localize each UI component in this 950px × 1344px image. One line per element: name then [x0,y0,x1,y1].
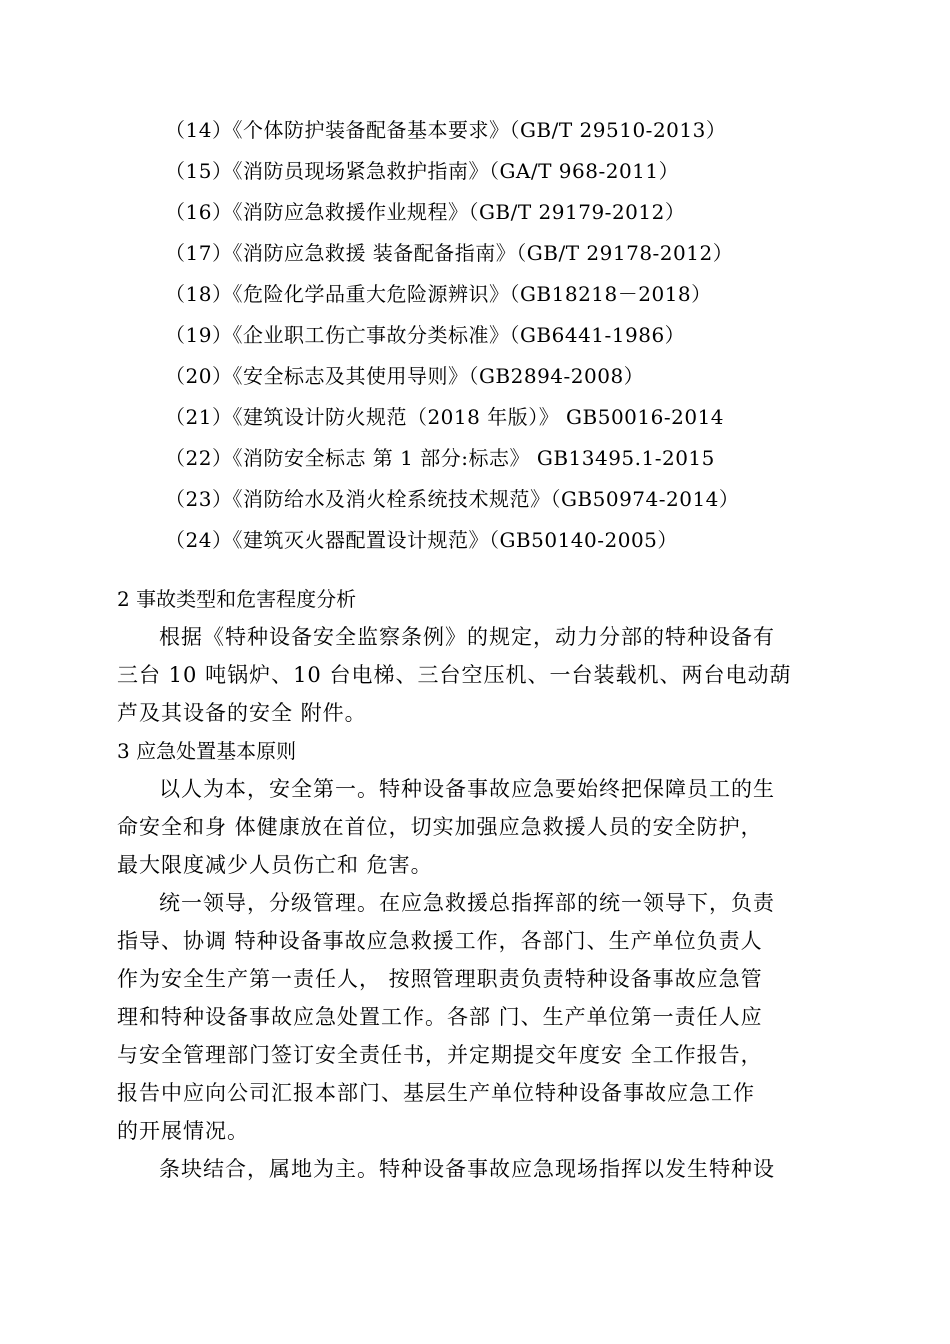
paragraph-line: 与安全管理部门签订安全责任书，并定期提交年度安 全工作报告， [117,1043,763,1067]
body-text [117,580,837,1188]
section-3-paragraph-3 [117,1150,837,1188]
reference-item: （18）《危险化学品重大危险源辨识》（GB18218－2018） [165,282,712,306]
reference-item: （16）《消防应急救援作业规程》（GB/T 29179-2012） [165,200,686,224]
paragraph-line: 以人为本，安全第一。特种设备事故应急要始终把保障员工的生 [159,777,775,801]
paragraph-line: 最大限度减少人员伤亡和 危害。 [117,853,433,877]
paragraph-line: 条块结合，属地为主。特种设备事故应急现场指挥以发生特种设 [159,1157,775,1181]
reference-item: （15）《消防员现场紧急救护指南》（GA/T 968-2011） [165,159,680,183]
reference-item: （22）《消防安全标志 第 1 部分:标志》 GB13495.1-2015 [165,446,715,470]
paragraph-line: 统一领导，分级管理。在应急救援总指挥部的统一领导下，负责 [159,891,775,915]
section-3-paragraph-1 [117,770,837,884]
paragraph-line: 理和特种设备事故应急处置工作。各部 门、生产单位第一责任人应 [117,1005,763,1029]
paragraph-line: 三台 10 吨锅炉、10 台电梯、三台空压机、一台装载机、两台电动葫 [117,663,792,687]
paragraph-line: 芦及其设备的安全 附件。 [117,701,367,725]
reference-item: （20）《安全标志及其使用导则》（GB2894-2008） [165,364,645,388]
section-3-heading: 3 应急处置基本原则 [117,739,297,763]
section-2-paragraph [117,618,837,732]
reference-item: （24）《建筑灭火器配置设计规范》（GB50140-2005） [165,528,678,552]
section-2-heading: 2 事故类型和危害程度分析 [117,587,357,611]
section-3-paragraph-2 [117,884,837,1150]
paragraph-line: 根据《特种设备安全监察条例》的规定，动力分部的特种设备有 [159,625,775,649]
paragraph-line: 的开展情况。 [117,1119,249,1143]
reference-list [165,110,885,561]
reference-item: （17）《消防应急救援 装备配备指南》（GB/T 29178-2012） [165,241,734,265]
reference-item: （23）《消防给水及消火栓系统技术规范》（GB50974-2014） [165,487,740,511]
paragraph-line: 作为安全生产第一责任人， 按照管理职责负责特种设备事故应急管 [117,967,763,991]
reference-item: （19）《企业职工伤亡事故分类标准》（GB6441-1986） [165,323,686,347]
paragraph-line: 命安全和身 体健康放在首位，切实加强应急救援人员的安全防护， [117,815,763,839]
reference-item: （14）《个体防护装备配备基本要求》（GB/T 29510-2013） [165,118,727,142]
paragraph-line: 报告中应向公司汇报本部门、基层生产单位特种设备事故应急工作 [117,1081,755,1105]
reference-item: （21）《建筑设计防火规范（2018 年版）》 GB50016-2014 [165,405,725,429]
paragraph-line: 指导、协调 特种设备事故应急救援工作，各部门、生产单位负责人 [117,929,763,953]
